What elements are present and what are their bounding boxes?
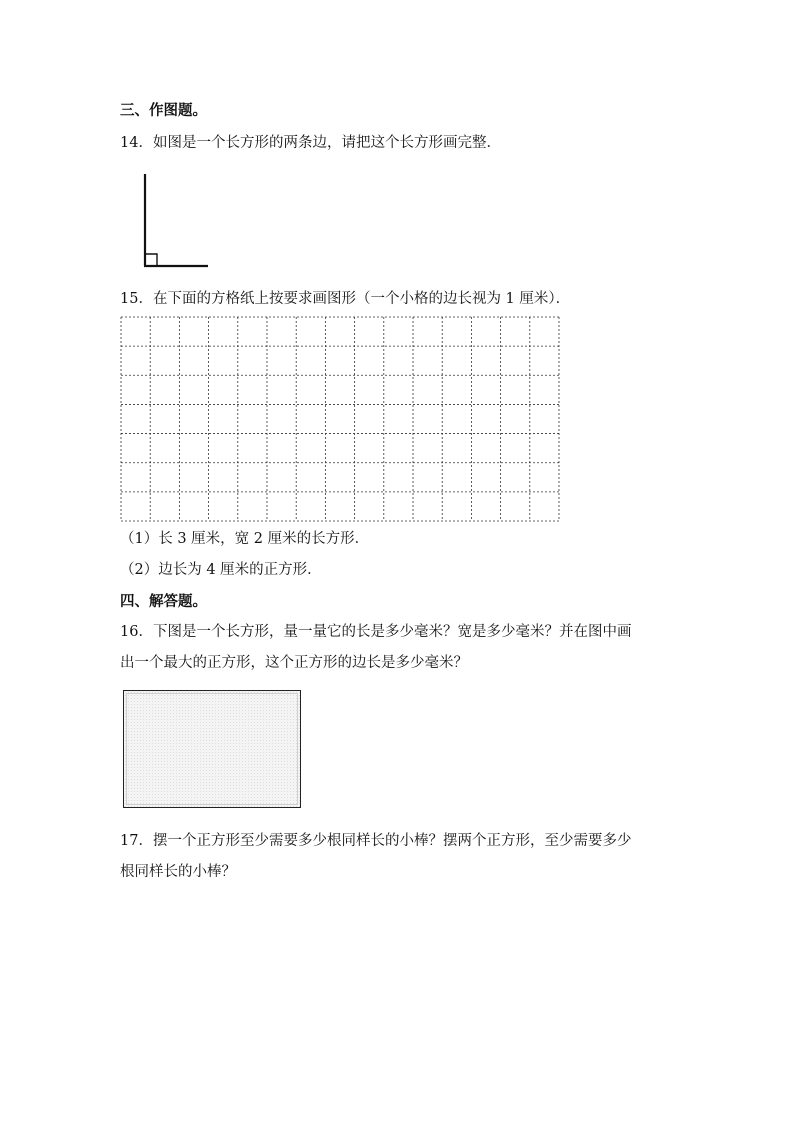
right-angle-figure	[138, 170, 218, 270]
measurement-rectangle	[123, 690, 301, 808]
section-3-title: 三、作图题。	[120, 102, 207, 119]
question-14-text: 14．如图是一个长方形的两条边，请把这个长方形画完整．	[120, 135, 501, 151]
question-16-line-1: 16．下图是一个长方形，量一量它的长是多少毫米？宽是多少毫米？并在图中画	[120, 624, 632, 640]
question-17-line-2: 根同样长的小棒？	[120, 864, 236, 880]
grid-paper	[120, 316, 560, 522]
section-4-title: 四、解答题。	[120, 593, 207, 610]
question-15-sub-2: （2）边长为 4 厘米的正方形．	[120, 562, 322, 578]
right-angle-mark	[145, 254, 157, 266]
question-16-line-2: 出一个最大的正方形，这个正方形的边长是多少毫米？	[120, 655, 468, 671]
question-15-sub-1: （1）长 3 厘米，宽 2 厘米的长方形．	[120, 531, 370, 547]
question-17-line-1: 17．摆一个正方形至少需要多少根同样长的小棒？摆两个正方形，至少需要多少	[120, 833, 632, 849]
rectangle-inner-border	[126, 693, 298, 805]
question-15-text: 15．在下面的方格纸上按要求画图形（一个小格的边长视为 1 厘米）．	[120, 291, 571, 307]
